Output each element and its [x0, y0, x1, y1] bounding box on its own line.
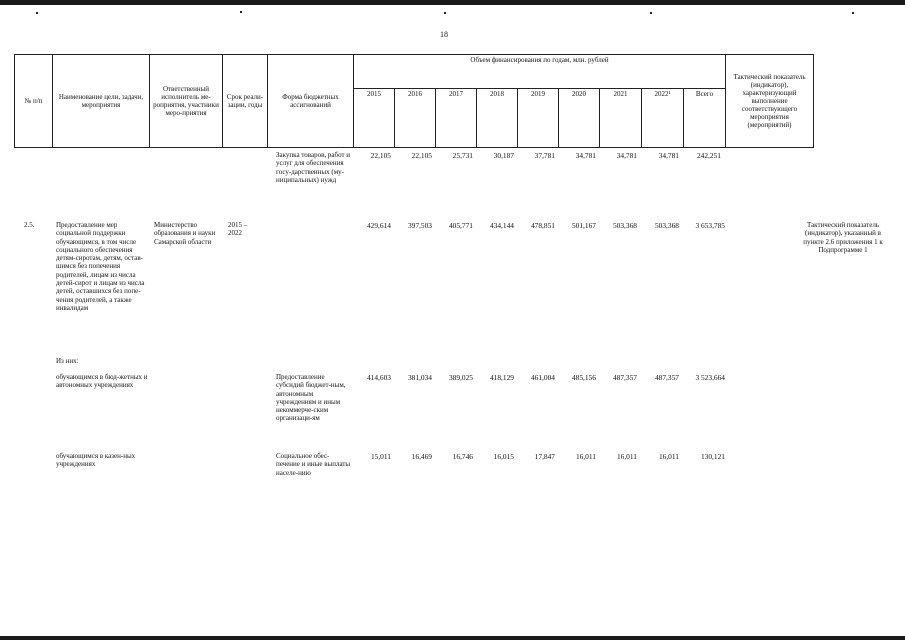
row-value: 487,357 — [612, 373, 637, 382]
row-total: 242,251 — [696, 151, 721, 160]
scan-speck — [240, 11, 242, 13]
row-value: 429,614 — [366, 221, 391, 230]
row-value: 414,603 — [366, 373, 391, 382]
row-value: 37,781 — [534, 151, 555, 160]
header-executor: Ответственный исполнитель ме-роприятия, участники меро-приятия — [150, 55, 223, 148]
header-year: 2022¹ — [642, 88, 684, 147]
row-total: 3 653,785 — [695, 221, 725, 230]
scan-top-edge — [0, 0, 905, 5]
row-value: 17,847 — [534, 452, 555, 461]
row-value: 503,368 — [654, 221, 679, 230]
row-indicator: Тактический показатель (индикатор), указанный в пункте 2.6 приложения 1 к Подпрограмме 1 — [803, 221, 883, 254]
scan-speck — [444, 12, 446, 14]
financing-table-header — [14, 54, 814, 148]
row-value: 25,731 — [452, 151, 473, 160]
scan-speck — [650, 12, 652, 14]
row-value: 16,011 — [575, 452, 596, 461]
row-value: 487,357 — [654, 373, 679, 382]
scan-speck — [852, 12, 854, 14]
row-value: 22,105 — [411, 151, 432, 160]
row-value: 418,129 — [489, 373, 514, 382]
header-indicator: Тактический показатель (индикатор), характеризующий выполнение соответствующего мероприятия (мероприятий) — [726, 55, 814, 148]
header-year: 2018 — [477, 88, 518, 147]
row-value: 15,011 — [370, 452, 391, 461]
header-financing: Объем финансирования по годам, млн. рублей — [354, 55, 726, 89]
row-value: 478,851 — [530, 221, 555, 230]
row-value: 34,781 — [575, 151, 596, 160]
header-year: 2015 — [354, 88, 395, 147]
header-name: Наименование цели, задачи, мероприятия — [53, 55, 150, 148]
row-name: обучающимся в бюд-жетных и автономных учреждениях — [56, 373, 148, 390]
row-value: 397,503 — [407, 221, 432, 230]
header-form: Форма бюджетных ассигнований — [268, 55, 354, 148]
row-value: 501,167 — [571, 221, 596, 230]
row-value: 381,034 — [407, 373, 432, 382]
page-number: 18 — [440, 30, 448, 39]
row-num: 2.5. — [24, 221, 35, 229]
row-value: 16,011 — [616, 452, 637, 461]
row-name: обучающимся в казен-ных учреждениях — [56, 452, 136, 469]
row-value: 405,771 — [448, 221, 473, 230]
row-total: 130,121 — [700, 452, 725, 461]
header-year: 2017 — [436, 88, 477, 147]
scan-speck — [36, 12, 38, 14]
row-executor: Министерство образования и науки Самарской области — [154, 221, 216, 246]
row-value: 503,368 — [612, 221, 637, 230]
header-total: Всего — [684, 88, 726, 147]
row-value: 34,781 — [658, 151, 679, 160]
header-year: 2016 — [395, 88, 436, 147]
row-form: Закупка товаров, работ и услуг для обеспечения госу-дарственных (му-ниципальных) нужд — [276, 151, 351, 184]
row-value: 16,469 — [411, 452, 432, 461]
row-period: 2015 – 2022 — [228, 221, 248, 238]
row-name: Предоставление мер социальной поддержки обучающимся, в том числе социального обеспечения детям-сиротам, детям, остав-шимся без попечения родителей, лицам из числа детей-сирот и лицам из числа детей, оставшихся без попе-чения родителей, а также инвалидам — [56, 221, 145, 312]
row-total: 3 523,664 — [695, 373, 725, 382]
scan-bottom-edge — [0, 636, 905, 640]
row-form: Предоставление субсидий бюджет-ным, автономным учреждениям и иным некоммерче-ским организаци-ям — [276, 373, 346, 423]
row-value: 34,781 — [616, 151, 637, 160]
row-value: 22,105 — [370, 151, 391, 160]
header-period: Срок реали-зации, годы — [223, 55, 268, 148]
header-year: 2020 — [559, 88, 600, 147]
header-year: 2021 — [600, 88, 642, 147]
header-num: № п/п — [15, 55, 53, 148]
row-value: 389,025 — [448, 373, 473, 382]
header-year: 2019 — [518, 88, 559, 147]
of-them-label: Из них: — [56, 357, 79, 365]
row-value: 16,746 — [452, 452, 473, 461]
row-value: 461,004 — [530, 373, 555, 382]
row-form: Социальное обес-печение и иные выплаты населе-нию — [276, 452, 351, 477]
row-value: 16,011 — [658, 452, 679, 461]
row-value: 485,156 — [571, 373, 596, 382]
row-value: 16,015 — [493, 452, 514, 461]
row-value: 434,144 — [489, 221, 514, 230]
row-value: 30,187 — [493, 151, 514, 160]
